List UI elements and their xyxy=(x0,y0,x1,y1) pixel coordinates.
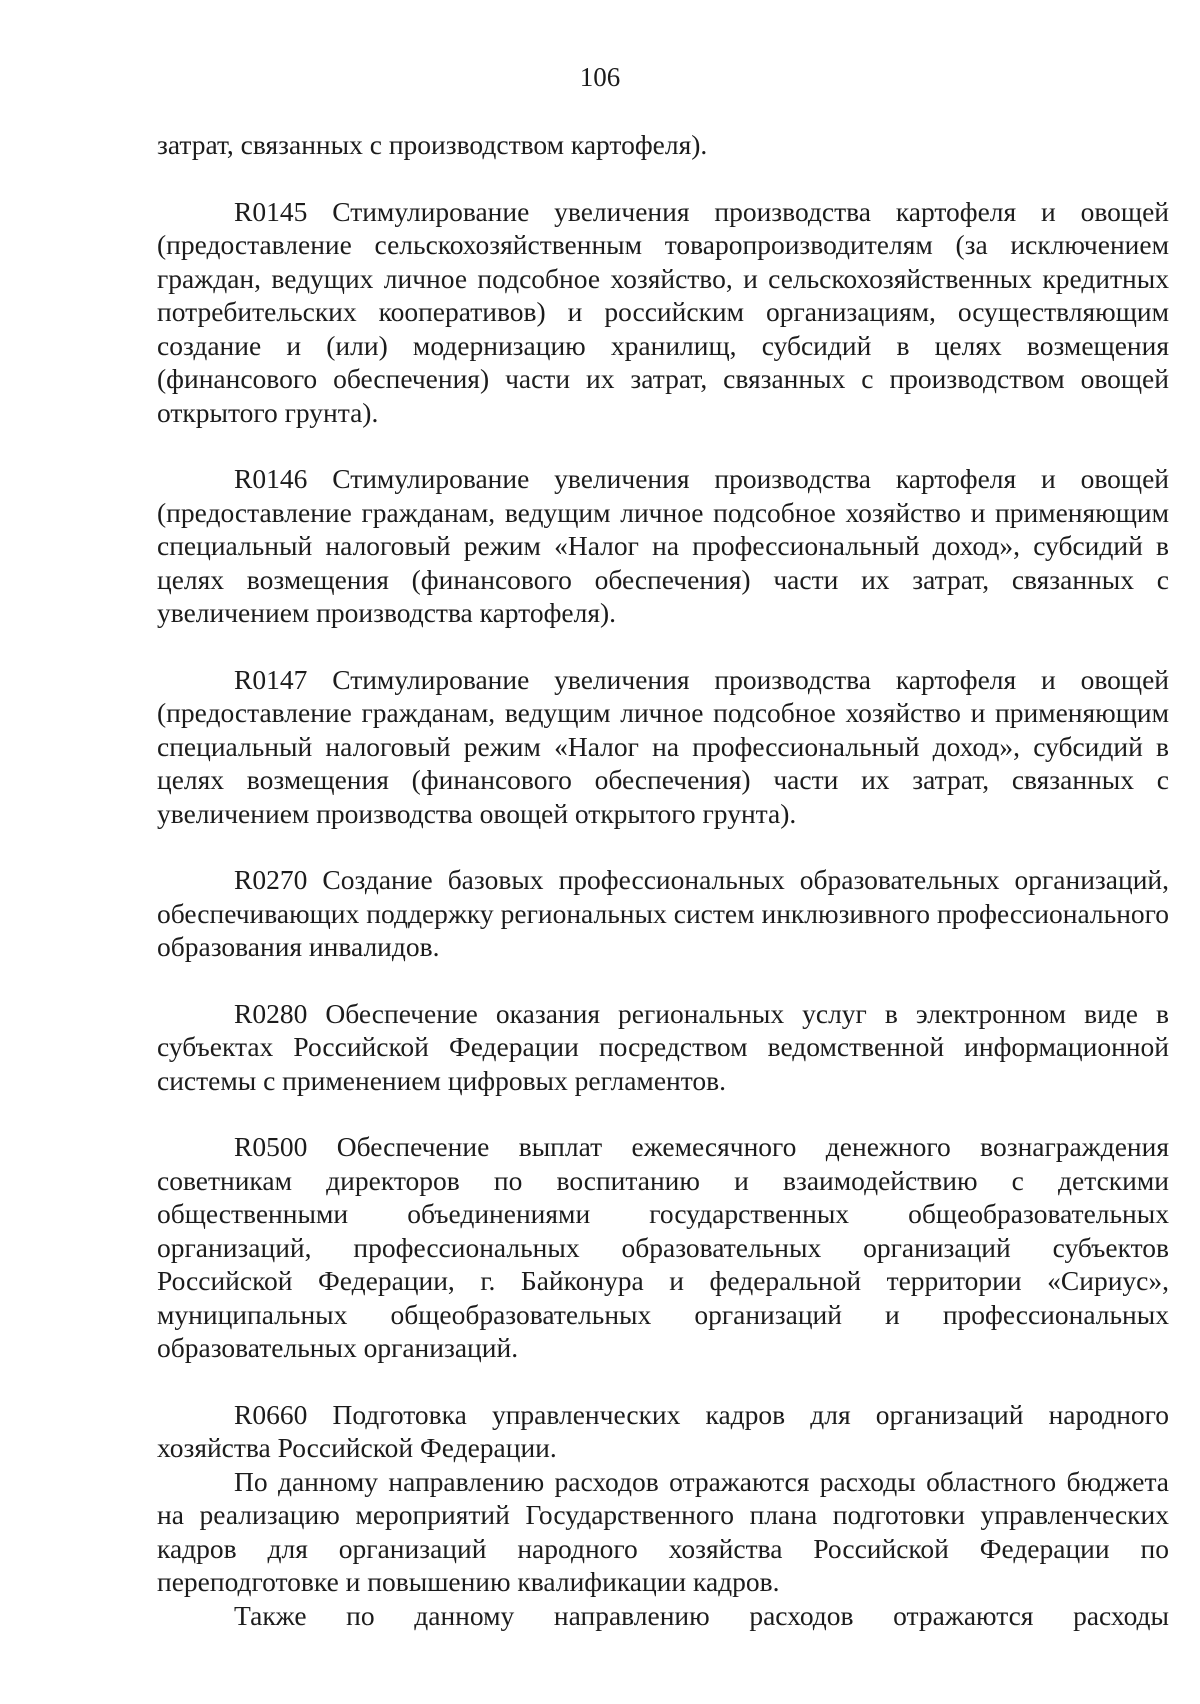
paragraph-text: Обеспечение выплат ежемесячного денежного вознаграждения советникам директоров по воспитанию и взаимодействию с детскими общественными объединениями государственных общеобразовательных организаций, профессиональных образовательных организаций субъектов Российской Федерации, г. Байконура и федеральной территории «Сириус», муниципальных общеобразовательных организаций и профессиональных образовательных организаций. xyxy=(157,1131,1170,1363)
paragraph-text: затрат, связанных с производством картофеля). xyxy=(157,129,708,160)
expense-code: R0145 xyxy=(234,195,308,227)
paragraph-text: Подготовка управленческих кадров для организаций народного хозяйства Российской Федерации. xyxy=(157,1398,1169,1463)
paragraph-text: Стимулирование увеличения производства картофеля и овощей (предоставление гражданам, ведущим личное подсобное хозяйство и применяющим специальный налоговый режим «Налог на профессиональный доход», субсидий в целях возмещения (финансового обеспечения) части их затрат, связанных с увеличением производства картофеля). xyxy=(157,463,1170,628)
paragraph-r0660-details xyxy=(157,1465,1169,1599)
paragraph-r0145 xyxy=(157,195,1169,430)
paragraph-r0660 xyxy=(157,1398,1169,1465)
paragraph-r0147 xyxy=(157,663,1169,831)
paragraph-text: Также по данному направлению расходов отражаются расходы xyxy=(234,1599,1169,1631)
paragraph-r0660-also xyxy=(157,1599,1169,1633)
paragraph-continuation xyxy=(157,128,1169,162)
expense-code: R0660 xyxy=(234,1398,308,1430)
paragraph-r0270 xyxy=(157,863,1169,964)
expense-code: R0270 xyxy=(234,864,308,895)
paragraph-text: По данному направлению расходов отражаются расходы областного бюджета на реализацию мероприятий Государственного плана подготовки управленческих кадров для организаций народного хозяйства Российской Федерации по переподготовке и повышению квалификации кадров. xyxy=(157,1465,1169,1597)
paragraph-text: Стимулирование увеличения производства картофеля и овощей (предоставление гражданам, ведущим личное подсобное хозяйство и применяющим специальный налоговый режим «Налог на профессиональный доход», субсидий в целях возмещения (финансового обеспечения) части их затрат, связанных с увеличением производства овощей открытого грунта). xyxy=(157,663,1170,829)
expense-code: R0146 xyxy=(234,463,308,494)
expense-code: R0500 xyxy=(234,1131,308,1162)
paragraph-text: Обеспечение оказания региональных услуг в электронном виде в субъектах Российской Федерации посредством ведомственной информационной системы с применением цифровых регламентов. xyxy=(157,997,1170,1096)
paragraph-r0500 xyxy=(157,1130,1169,1365)
document-body xyxy=(157,128,1169,1632)
paragraph-text: Создание базовых профессиональных образовательных организаций, обеспечивающих поддержку региональных систем инклюзивного профессионального образования инвалидов. xyxy=(157,864,1170,962)
paragraph-text: Стимулирование увеличения производства картофеля и овощей (предоставление сельскохозяйственным товаропроизводителям (за исключением граждан, ведущих личное подсобное хозяйство, и сельскохозяйственных кредитных потребительских кооперативов) и российским организациям, осуществляющим создание и (или) модернизацию хранилищ, субсидий в целях возмещения (финансового обеспечения) части их затрат, связанных с производством овощей открытого грунта). xyxy=(157,195,1170,428)
paragraph-r0146 xyxy=(157,462,1169,630)
expense-code: R0280 xyxy=(234,997,308,1029)
expense-code: R0147 xyxy=(234,663,308,695)
paragraph-r0280 xyxy=(157,997,1169,1098)
page-number: 106 xyxy=(579,62,621,92)
